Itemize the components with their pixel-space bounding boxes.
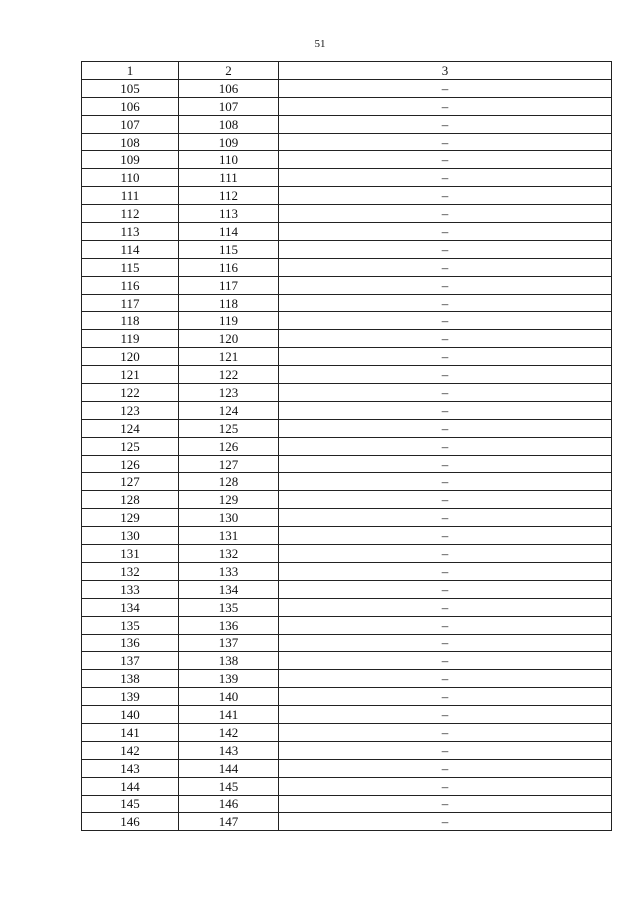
column-header-3: 3 bbox=[279, 62, 612, 80]
table-row bbox=[82, 205, 612, 223]
table-row bbox=[82, 312, 612, 330]
table-row bbox=[82, 223, 612, 241]
table-cell-col-2: 140 bbox=[179, 688, 279, 706]
table-cell-col-2: 145 bbox=[179, 777, 279, 795]
table-cell-col-1: 108 bbox=[82, 133, 179, 151]
table-cell-col-1: 113 bbox=[82, 223, 179, 241]
table-cell-col-1: 138 bbox=[82, 670, 179, 688]
table-cell-col-1: 116 bbox=[82, 276, 179, 294]
table-cell-col-1: 121 bbox=[82, 366, 179, 384]
table-cell-col-3: – bbox=[279, 509, 612, 527]
table-header bbox=[82, 62, 612, 80]
table-cell-col-3: – bbox=[279, 706, 612, 724]
table-row bbox=[82, 741, 612, 759]
table-cell-col-3: – bbox=[279, 777, 612, 795]
table-cell-col-2: 129 bbox=[179, 491, 279, 509]
table-cell-col-2: 141 bbox=[179, 706, 279, 724]
table-cell-col-1: 137 bbox=[82, 652, 179, 670]
table-cell-col-1: 122 bbox=[82, 384, 179, 402]
table-cell-col-1: 117 bbox=[82, 294, 179, 312]
table-cell-col-1: 123 bbox=[82, 401, 179, 419]
table-cell-col-2: 108 bbox=[179, 115, 279, 133]
table-row bbox=[82, 670, 612, 688]
table-cell-col-3: – bbox=[279, 151, 612, 169]
table-cell-col-1: 112 bbox=[82, 205, 179, 223]
table-row bbox=[82, 616, 612, 634]
table-cell-col-2: 127 bbox=[179, 455, 279, 473]
table-cell-col-1: 142 bbox=[82, 741, 179, 759]
table-cell-col-2: 114 bbox=[179, 223, 279, 241]
table-cell-col-1: 128 bbox=[82, 491, 179, 509]
table-row bbox=[82, 97, 612, 115]
table-cell-col-3: – bbox=[279, 688, 612, 706]
table-cell-col-3: – bbox=[279, 240, 612, 258]
table-row bbox=[82, 509, 612, 527]
table-row bbox=[82, 723, 612, 741]
column-header-2: 2 bbox=[179, 62, 279, 80]
table-cell-col-1: 129 bbox=[82, 509, 179, 527]
table-cell-col-2: 128 bbox=[179, 473, 279, 491]
table-cell-col-2: 111 bbox=[179, 169, 279, 187]
table-cell-col-1: 134 bbox=[82, 598, 179, 616]
table-row bbox=[82, 491, 612, 509]
table-cell-col-3: – bbox=[279, 813, 612, 831]
table-cell-col-1: 105 bbox=[82, 79, 179, 97]
table-row bbox=[82, 330, 612, 348]
table-cell-col-2: 134 bbox=[179, 580, 279, 598]
table-cell-col-2: 120 bbox=[179, 330, 279, 348]
table-row bbox=[82, 527, 612, 545]
table-cell-col-1: 118 bbox=[82, 312, 179, 330]
table-cell-col-2: 142 bbox=[179, 723, 279, 741]
table-row bbox=[82, 759, 612, 777]
table-cell-col-2: 122 bbox=[179, 366, 279, 384]
table-cell-col-2: 131 bbox=[179, 527, 279, 545]
table-row bbox=[82, 276, 612, 294]
table-cell-col-3: – bbox=[279, 97, 612, 115]
table-cell-col-2: 110 bbox=[179, 151, 279, 169]
table-row bbox=[82, 598, 612, 616]
table-cell-col-3: – bbox=[279, 384, 612, 402]
table-row bbox=[82, 455, 612, 473]
table-cell-col-3: – bbox=[279, 562, 612, 580]
table-cell-col-3: – bbox=[279, 276, 612, 294]
table-cell-col-3: – bbox=[279, 759, 612, 777]
table-cell-col-3: – bbox=[279, 205, 612, 223]
table-cell-col-3: – bbox=[279, 741, 612, 759]
table-row bbox=[82, 795, 612, 813]
table-cell-col-1: 141 bbox=[82, 723, 179, 741]
table-cell-col-1: 127 bbox=[82, 473, 179, 491]
table-cell-col-2: 130 bbox=[179, 509, 279, 527]
table-cell-col-3: – bbox=[279, 455, 612, 473]
table-row bbox=[82, 169, 612, 187]
table-cell-col-3: – bbox=[279, 401, 612, 419]
table-cell-col-3: – bbox=[279, 723, 612, 741]
table-cell-col-1: 125 bbox=[82, 437, 179, 455]
table-row bbox=[82, 473, 612, 491]
table-cell-col-2: 116 bbox=[179, 258, 279, 276]
table-row bbox=[82, 652, 612, 670]
table-cell-col-3: – bbox=[279, 419, 612, 437]
table-cell-col-1: 111 bbox=[82, 187, 179, 205]
table-cell-col-1: 120 bbox=[82, 348, 179, 366]
table-cell-col-2: 143 bbox=[179, 741, 279, 759]
table-cell-col-1: 107 bbox=[82, 115, 179, 133]
page-number: 51 bbox=[314, 38, 326, 50]
table-cell-col-2: 133 bbox=[179, 562, 279, 580]
table-row bbox=[82, 562, 612, 580]
table-row bbox=[82, 688, 612, 706]
table-cell-col-1: 109 bbox=[82, 151, 179, 169]
table-cell-col-2: 124 bbox=[179, 401, 279, 419]
table-cell-col-3: – bbox=[279, 258, 612, 276]
table-cell-col-3: – bbox=[279, 79, 612, 97]
table-cell-col-1: 143 bbox=[82, 759, 179, 777]
table-cell-col-1: 144 bbox=[82, 777, 179, 795]
table-cell-col-2: 109 bbox=[179, 133, 279, 151]
table-cell-col-1: 124 bbox=[82, 419, 179, 437]
table-cell-col-3: – bbox=[279, 437, 612, 455]
table-cell-col-1: 110 bbox=[82, 169, 179, 187]
table-cell-col-2: 112 bbox=[179, 187, 279, 205]
table-row bbox=[82, 384, 612, 402]
table-cell-col-2: 144 bbox=[179, 759, 279, 777]
table-cell-col-3: – bbox=[279, 348, 612, 366]
table-row bbox=[82, 545, 612, 563]
table-cell-col-1: 114 bbox=[82, 240, 179, 258]
table-cell-col-2: 132 bbox=[179, 545, 279, 563]
table-cell-col-3: – bbox=[279, 634, 612, 652]
table-cell-col-3: – bbox=[279, 795, 612, 813]
table-cell-col-3: – bbox=[279, 598, 612, 616]
table-cell-col-2: 107 bbox=[179, 97, 279, 115]
table-row bbox=[82, 240, 612, 258]
table-row bbox=[82, 366, 612, 384]
table-cell-col-3: – bbox=[279, 330, 612, 348]
table-cell-col-2: 125 bbox=[179, 419, 279, 437]
table-cell-col-2: 119 bbox=[179, 312, 279, 330]
data-table-container bbox=[81, 61, 612, 831]
table-row bbox=[82, 813, 612, 831]
table-cell-col-1: 139 bbox=[82, 688, 179, 706]
table-cell-col-1: 119 bbox=[82, 330, 179, 348]
table-cell-col-3: – bbox=[279, 223, 612, 241]
table-cell-col-1: 135 bbox=[82, 616, 179, 634]
table-row bbox=[82, 634, 612, 652]
table-cell-col-3: – bbox=[279, 580, 612, 598]
table-row bbox=[82, 258, 612, 276]
table-cell-col-1: 115 bbox=[82, 258, 179, 276]
table-cell-col-1: 145 bbox=[82, 795, 179, 813]
table-cell-col-2: 126 bbox=[179, 437, 279, 455]
column-header-1: 1 bbox=[82, 62, 179, 80]
table-cell-col-2: 106 bbox=[179, 79, 279, 97]
table-cell-col-1: 130 bbox=[82, 527, 179, 545]
table-cell-col-1: 140 bbox=[82, 706, 179, 724]
table-cell-col-2: 137 bbox=[179, 634, 279, 652]
table-row bbox=[82, 187, 612, 205]
table-row bbox=[82, 294, 612, 312]
table-row bbox=[82, 151, 612, 169]
table-cell-col-1: 136 bbox=[82, 634, 179, 652]
table-row bbox=[82, 437, 612, 455]
table-cell-col-2: 123 bbox=[179, 384, 279, 402]
table-cell-col-3: – bbox=[279, 616, 612, 634]
table-cell-col-2: 139 bbox=[179, 670, 279, 688]
table-cell-col-3: – bbox=[279, 187, 612, 205]
table-row bbox=[82, 580, 612, 598]
table-cell-col-3: – bbox=[279, 169, 612, 187]
table-cell-col-1: 126 bbox=[82, 455, 179, 473]
table-cell-col-3: – bbox=[279, 312, 612, 330]
table-row bbox=[82, 419, 612, 437]
table-row bbox=[82, 777, 612, 795]
table-cell-col-1: 106 bbox=[82, 97, 179, 115]
table-row bbox=[82, 79, 612, 97]
table-cell-col-1: 132 bbox=[82, 562, 179, 580]
table-cell-col-2: 117 bbox=[179, 276, 279, 294]
table-cell-col-3: – bbox=[279, 473, 612, 491]
table-cell-col-1: 131 bbox=[82, 545, 179, 563]
table-cell-col-3: – bbox=[279, 115, 612, 133]
table-cell-col-2: 147 bbox=[179, 813, 279, 831]
table-cell-col-1: 146 bbox=[82, 813, 179, 831]
table-cell-col-3: – bbox=[279, 133, 612, 151]
table-cell-col-3: – bbox=[279, 545, 612, 563]
table-row bbox=[82, 348, 612, 366]
table-cell-col-2: 135 bbox=[179, 598, 279, 616]
table-row bbox=[82, 115, 612, 133]
table-body bbox=[82, 79, 612, 830]
table-row bbox=[82, 133, 612, 151]
table-cell-col-3: – bbox=[279, 670, 612, 688]
table-cell-col-1: 133 bbox=[82, 580, 179, 598]
table-cell-col-2: 118 bbox=[179, 294, 279, 312]
table-row bbox=[82, 706, 612, 724]
header-row bbox=[82, 62, 612, 80]
table-cell-col-2: 121 bbox=[179, 348, 279, 366]
data-table bbox=[81, 61, 612, 831]
table-row bbox=[82, 401, 612, 419]
table-cell-col-2: 113 bbox=[179, 205, 279, 223]
table-cell-col-2: 136 bbox=[179, 616, 279, 634]
table-cell-col-2: 146 bbox=[179, 795, 279, 813]
table-cell-col-3: – bbox=[279, 294, 612, 312]
table-cell-col-3: – bbox=[279, 652, 612, 670]
table-cell-col-2: 138 bbox=[179, 652, 279, 670]
table-cell-col-3: – bbox=[279, 366, 612, 384]
table-cell-col-3: – bbox=[279, 491, 612, 509]
table-cell-col-3: – bbox=[279, 527, 612, 545]
table-cell-col-2: 115 bbox=[179, 240, 279, 258]
